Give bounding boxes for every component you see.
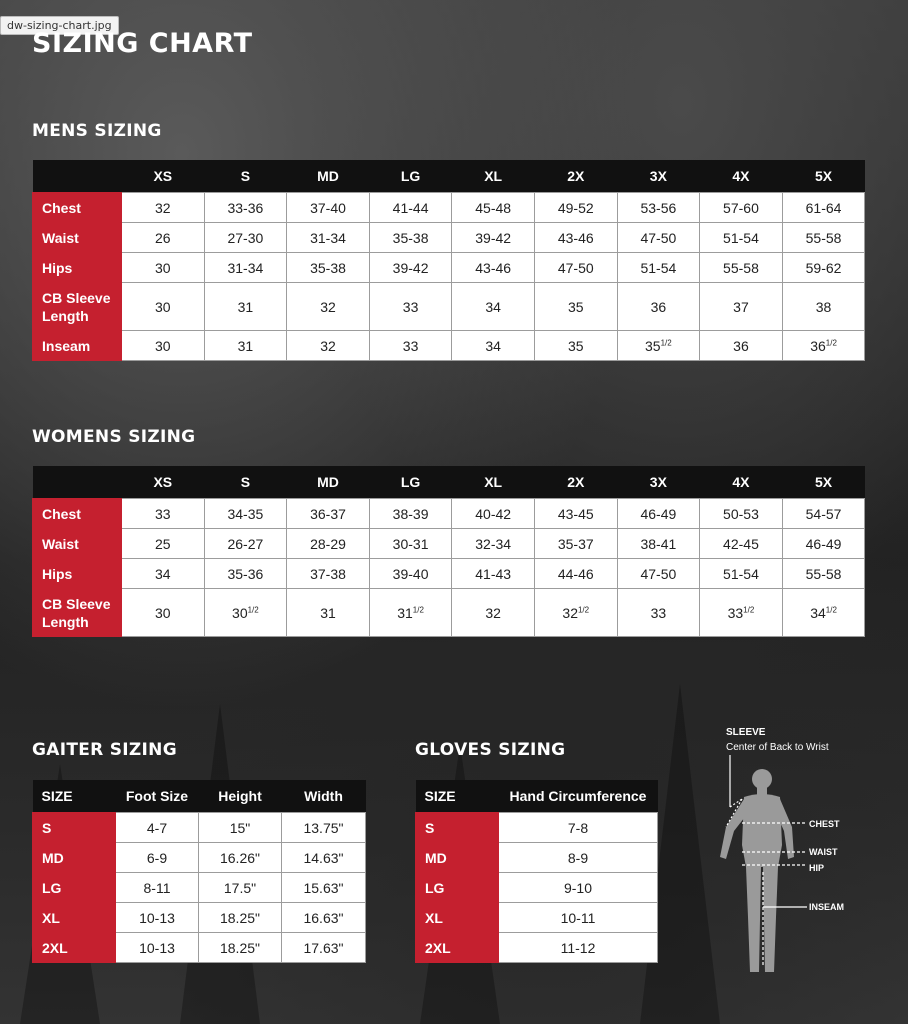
row-label: Chest	[33, 499, 122, 529]
table-cell: 16.26"	[199, 843, 282, 873]
table-cell	[287, 529, 370, 559]
table-cell	[369, 529, 452, 559]
table-cell: 15.63"	[282, 873, 366, 903]
mens-sizing-title: MENS SIZING	[32, 121, 162, 141]
table-cell	[287, 559, 370, 589]
table-cell	[617, 331, 700, 361]
size-label: MD	[416, 843, 499, 873]
measurement-figure	[712, 727, 902, 987]
table-cell	[617, 529, 700, 559]
table-cell: 7-8	[499, 813, 658, 843]
size-header: 3X	[617, 160, 700, 193]
cell-value: 43-46	[557, 229, 594, 246]
table-cell	[782, 589, 865, 637]
corner-cell	[33, 160, 122, 193]
table-cell	[782, 529, 865, 559]
table-cell	[287, 499, 370, 529]
table-cell: 17.5"	[199, 873, 282, 903]
table-cell	[204, 529, 287, 559]
size-header: 4X	[700, 160, 783, 193]
cell-fraction: 1/2	[577, 604, 590, 614]
cell-value: 34-35	[227, 505, 264, 522]
table-cell: 10-13	[116, 903, 199, 933]
size-header: 2X	[534, 466, 617, 499]
table-cell	[122, 253, 205, 283]
cell-value: 38-41	[640, 535, 677, 552]
column-header: SIZE	[416, 780, 499, 813]
cell-value: 47-50	[640, 229, 677, 246]
cell-value: 39-42	[475, 229, 512, 246]
cell-value: 39-40	[392, 565, 429, 582]
cell-value: 30-31	[392, 535, 429, 552]
table-row	[33, 559, 865, 589]
cell-value: 61-64	[805, 199, 842, 216]
table-row	[33, 223, 865, 253]
table-cell	[782, 499, 865, 529]
cell-value: 51-54	[723, 229, 759, 246]
table-cell	[122, 559, 205, 589]
cell-value: 35	[567, 337, 584, 354]
table-cell	[534, 193, 617, 223]
cell-value: 33	[650, 604, 667, 621]
size-label: S	[33, 813, 116, 843]
cell-value: 33	[155, 505, 171, 522]
table-cell: 9-10	[499, 873, 658, 903]
cell-value: 35-38	[392, 229, 429, 246]
cell-value: 47-50	[557, 259, 594, 276]
cell-fraction: 1/2	[247, 604, 259, 614]
table-cell	[204, 499, 287, 529]
cell-value: 34	[810, 604, 826, 621]
row-label: Hips	[33, 559, 122, 589]
table-cell: 13.75"	[282, 813, 366, 843]
table-row	[33, 813, 366, 843]
size-label: 2XL	[33, 933, 116, 963]
cell-value: 34	[485, 337, 501, 354]
cell-value: 31-34	[227, 259, 264, 276]
size-label: MD	[33, 843, 116, 873]
size-header: 3X	[617, 466, 700, 499]
table-cell	[369, 283, 452, 331]
size-header: LG	[369, 160, 452, 193]
table-cell: 17.63"	[282, 933, 366, 963]
table-cell	[700, 283, 783, 331]
table-cell	[122, 589, 205, 637]
table-row	[416, 933, 658, 963]
cell-value: 39-42	[392, 259, 429, 276]
table-cell	[617, 223, 700, 253]
table-cell	[452, 193, 535, 223]
cell-fraction: 1/2	[825, 604, 837, 614]
cell-value: 30	[155, 298, 171, 315]
table-cell: 6-9	[116, 843, 199, 873]
cell-value: 55-58	[723, 259, 759, 276]
table-cell	[287, 193, 370, 223]
cell-fraction: 1/2	[743, 604, 755, 614]
table-cell	[204, 193, 287, 223]
table-cell	[782, 253, 865, 283]
cell-value: 33-36	[227, 199, 264, 216]
table-row	[33, 903, 366, 933]
table-row	[33, 589, 865, 637]
table-cell	[700, 529, 783, 559]
cell-value: 55-58	[805, 229, 842, 246]
cell-value: 33	[402, 298, 419, 315]
cell-value: 42-45	[723, 535, 759, 552]
cell-value: 32	[562, 604, 578, 621]
table-cell: 11-12	[499, 933, 658, 963]
table-cell	[534, 283, 617, 331]
table-cell	[369, 559, 452, 589]
size-label: S	[416, 813, 499, 843]
table-cell	[452, 223, 535, 253]
cell-value: 51-54	[723, 565, 759, 582]
table-cell	[452, 331, 535, 361]
size-label: XL	[416, 903, 499, 933]
cell-value: 31-34	[310, 229, 346, 246]
table-row	[33, 283, 865, 331]
gaiter-sizing-title: GAITER SIZING	[32, 740, 177, 760]
table-cell	[369, 223, 452, 253]
cell-value: 31	[397, 604, 413, 621]
cell-fraction: 1/2	[660, 337, 672, 347]
table-cell	[782, 559, 865, 589]
row-label: Inseam	[33, 331, 122, 361]
cell-value: 25	[155, 535, 171, 552]
cell-value: 41-43	[475, 565, 512, 582]
cell-value: 54-57	[805, 505, 842, 522]
cell-value: 30	[232, 604, 248, 621]
cell-value: 57-60	[723, 199, 759, 216]
column-header: Height	[199, 780, 282, 813]
table-cell	[204, 283, 287, 331]
cell-value: 30	[155, 259, 171, 276]
row-label: Waist	[33, 529, 122, 559]
table-cell	[287, 223, 370, 253]
table-cell	[369, 253, 452, 283]
cell-value: 32	[320, 298, 336, 315]
size-label: XL	[33, 903, 116, 933]
table-cell	[287, 283, 370, 331]
table-cell	[534, 253, 617, 283]
cell-value: 28-29	[310, 535, 346, 552]
table-cell	[369, 499, 452, 529]
cell-value: 35	[645, 337, 661, 354]
cell-value: 46-49	[805, 535, 842, 552]
cell-value: 26-27	[227, 535, 264, 552]
table-cell	[452, 529, 535, 559]
table-cell	[369, 331, 452, 361]
body-silhouette-icon	[712, 727, 902, 987]
size-header: 5X	[782, 466, 865, 499]
table-cell	[287, 589, 370, 637]
hip-label: HIP	[809, 863, 825, 873]
table-cell	[452, 589, 535, 637]
table-cell	[369, 589, 452, 637]
table-cell	[122, 223, 205, 253]
table-row	[416, 873, 658, 903]
sleeve-description: Center of Back to Wrist	[726, 742, 829, 753]
cell-value: 37	[733, 298, 749, 315]
corner-cell	[33, 466, 122, 499]
size-header: 5X	[782, 160, 865, 193]
table-row	[33, 253, 865, 283]
table-cell	[204, 331, 287, 361]
table-cell	[534, 223, 617, 253]
table-cell: 15"	[199, 813, 282, 843]
column-header: Foot Size	[116, 780, 199, 813]
table-cell	[700, 223, 783, 253]
cell-value: 45-48	[475, 199, 512, 216]
table-cell	[782, 223, 865, 253]
table-row	[416, 843, 658, 873]
cell-value: 32	[155, 199, 171, 216]
size-header: LG	[369, 466, 452, 499]
gaiter-sizing-table	[32, 780, 366, 963]
table-cell	[204, 223, 287, 253]
gaiter-header-row	[33, 780, 366, 813]
table-row	[33, 933, 366, 963]
image-filename-tab: dw-sizing-chart.jpg	[0, 16, 119, 35]
table-cell	[452, 283, 535, 331]
table-row	[416, 903, 658, 933]
cell-value: 38-39	[392, 505, 429, 522]
size-label: 2XL	[416, 933, 499, 963]
cell-value: 34	[155, 565, 171, 582]
table-cell	[700, 253, 783, 283]
cell-value: 38	[815, 298, 832, 315]
cell-value: 35-38	[310, 259, 346, 276]
cell-value: 34	[485, 298, 501, 315]
table-cell	[534, 331, 617, 361]
table-row	[33, 499, 865, 529]
table-cell	[204, 253, 287, 283]
cell-value: 36	[810, 337, 826, 354]
cell-value: 31	[320, 604, 336, 621]
table-cell	[617, 193, 700, 223]
cell-fraction: 1/2	[825, 337, 837, 347]
size-label: LG	[33, 873, 116, 903]
size-header: XS	[122, 160, 205, 193]
column-header: Width	[282, 780, 366, 813]
cell-value: 33	[727, 604, 744, 621]
cell-value: 36	[733, 337, 749, 354]
cell-value: 27-30	[227, 229, 264, 246]
table-cell	[122, 529, 205, 559]
row-label: Waist	[33, 223, 122, 253]
table-cell	[700, 589, 783, 637]
table-cell	[617, 253, 700, 283]
cell-value: 43-45	[557, 505, 594, 522]
cell-value: 31	[237, 337, 254, 354]
cell-fraction: 1/2	[412, 604, 424, 614]
table-cell	[617, 559, 700, 589]
cell-value: 36-37	[310, 505, 346, 522]
table-cell	[617, 589, 700, 637]
gloves-sizing-table	[415, 780, 658, 963]
size-header: 2X	[534, 160, 617, 193]
cell-value: 35-37	[557, 535, 594, 552]
size-header: XL	[452, 466, 535, 499]
table-cell: 18.25"	[199, 933, 282, 963]
table-row	[33, 843, 366, 873]
cell-value: 35-36	[227, 565, 264, 582]
mens-sizing-table	[32, 160, 865, 361]
gloves-header-row	[416, 780, 658, 813]
row-label: CB Sleeve Length	[33, 589, 122, 637]
table-cell	[617, 283, 700, 331]
cell-value: 40-42	[475, 505, 512, 522]
table-cell	[700, 193, 783, 223]
size-header: XS	[122, 466, 205, 499]
table-cell	[534, 589, 617, 637]
table-cell	[452, 499, 535, 529]
cell-value: 30	[155, 604, 171, 621]
cell-value: 37-38	[310, 565, 346, 582]
size-header: XL	[452, 160, 535, 193]
table-cell	[204, 559, 287, 589]
table-cell	[122, 331, 205, 361]
row-label: Chest	[33, 193, 122, 223]
cell-value: 37-40	[310, 199, 346, 216]
cell-value: 30	[155, 337, 171, 354]
inseam-label: INSEAM	[809, 902, 845, 912]
cell-value: 55-58	[805, 565, 842, 582]
table-row	[33, 331, 865, 361]
table-cell	[369, 193, 452, 223]
table-cell: 8-9	[499, 843, 658, 873]
table-cell: 8-11	[116, 873, 199, 903]
table-cell	[782, 331, 865, 361]
table-cell	[700, 499, 783, 529]
gloves-sizing-title: GLOVES SIZING	[415, 740, 566, 760]
cell-value: 36	[650, 298, 667, 315]
table-cell	[534, 529, 617, 559]
cell-value: 47-50	[640, 565, 677, 582]
column-header: Hand Circumference	[499, 780, 658, 813]
cell-value: 26	[155, 229, 171, 246]
table-cell: 14.63"	[282, 843, 366, 873]
waist-label: WAIST	[809, 847, 838, 857]
cell-value: 50-53	[723, 505, 759, 522]
cell-value: 59-62	[805, 259, 842, 276]
table-cell	[122, 499, 205, 529]
cell-value: 53-56	[640, 199, 677, 216]
size-header: S	[204, 160, 287, 193]
cell-value: 43-46	[475, 259, 512, 276]
size-header: 4X	[700, 466, 783, 499]
table-row	[33, 873, 366, 903]
size-label: LG	[416, 873, 499, 903]
page-title: SIZING CHART	[32, 28, 253, 59]
table-cell	[782, 193, 865, 223]
table-cell	[452, 253, 535, 283]
table-row	[416, 813, 658, 843]
cell-value: 32-34	[475, 535, 512, 552]
cell-value: 35	[567, 298, 584, 315]
womens-sizing-table	[32, 466, 865, 637]
table-cell: 4-7	[116, 813, 199, 843]
table-cell: 10-11	[499, 903, 658, 933]
chest-label: CHEST	[809, 819, 840, 829]
table-cell	[452, 559, 535, 589]
table-cell	[122, 283, 205, 331]
table-cell	[122, 193, 205, 223]
table-cell	[782, 283, 865, 331]
table-cell	[287, 331, 370, 361]
table-cell	[534, 559, 617, 589]
table-row	[33, 529, 865, 559]
table-cell: 18.25"	[199, 903, 282, 933]
table-cell	[287, 253, 370, 283]
cell-value: 49-52	[557, 199, 594, 216]
row-label: CB Sleeve Length	[33, 283, 122, 331]
cell-value: 44-46	[557, 565, 594, 582]
cell-value: 46-49	[640, 505, 677, 522]
size-header: S	[204, 466, 287, 499]
mens-header-row	[33, 160, 865, 193]
table-cell	[204, 589, 287, 637]
size-header: MD	[287, 466, 370, 499]
cell-value: 31	[237, 298, 254, 315]
womens-sizing-title: WOMENS SIZING	[32, 427, 196, 447]
cell-value: 33	[402, 337, 419, 354]
sleeve-label: SLEEVE	[726, 727, 766, 738]
cell-value: 32	[485, 604, 501, 621]
table-cell	[534, 499, 617, 529]
cell-value: 41-44	[392, 199, 429, 216]
table-row	[33, 193, 865, 223]
table-cell	[700, 559, 783, 589]
cell-value: 32	[320, 337, 336, 354]
table-cell	[700, 331, 783, 361]
size-header: MD	[287, 160, 370, 193]
table-cell: 16.63"	[282, 903, 366, 933]
womens-header-row	[33, 466, 865, 499]
table-cell	[617, 499, 700, 529]
table-cell: 10-13	[116, 933, 199, 963]
row-label: Hips	[33, 253, 122, 283]
cell-value: 51-54	[640, 259, 677, 276]
column-header: SIZE	[33, 780, 116, 813]
